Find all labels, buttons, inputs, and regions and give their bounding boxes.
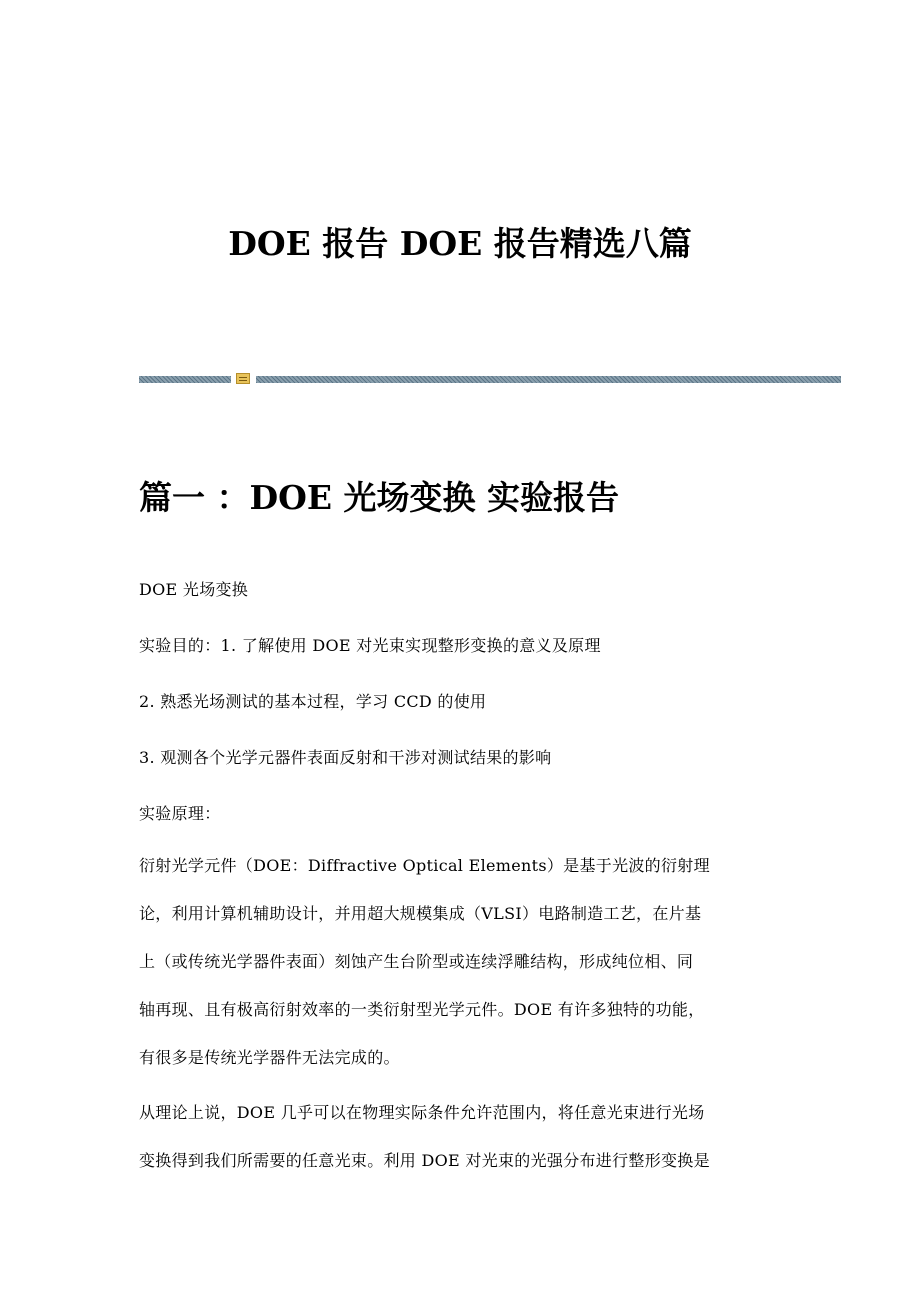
paragraph-subtitle: DOE 光场变换 [139,580,249,599]
paragraph-purpose: 实验目的：1. 了解使用 DOE 对光束实现整形变换的意义及原理 [139,636,601,655]
divider-ornament-icon [236,373,250,384]
paragraph-purpose-3: 3. 观测各个光学元器件表面反射和干涉对测试结果的影响 [139,748,552,767]
body-line: 论，利用计算机辅助设计，并用超大规模集成（VLSI）电路制造工艺，在片基 [139,904,702,923]
body-paragraph-2 [139,1089,779,1185]
document-title: DOE 报告 DOE 报告精选八篇 [228,224,692,263]
section-divider [139,373,841,385]
divider-bar-left [139,376,231,383]
body-line: 衍射光学元件（DOE：Diffractive Optical Elements）是基于光波的衍射理 [139,856,710,875]
body-line: 变换得到我们所需要的任意光束。利用 DOE 对光束的光强分布进行整形变换是 [139,1151,710,1170]
divider-bar-right [256,376,841,383]
body-line: 有很多是传统光学器件无法完成的。 [139,1048,400,1067]
body-line: 上（或传统光学器件表面）刻蚀产生台阶型或连续浮雕结构，形成纯位相、同 [139,952,694,971]
body-line: 从理论上说，DOE 几乎可以在物理实际条件允许范围内，将任意光束进行光场 [139,1103,705,1122]
paragraph-purpose-2: 2. 熟悉光场测试的基本过程，学习 CCD 的使用 [139,692,487,711]
body-paragraph-1 [139,842,779,1082]
body-line: 轴再现、且有极高衍射效率的一类衍射型光学元件。DOE 有许多独特的功能， [139,1000,705,1019]
section-heading: 篇一 ：DOE 光场变换 实验报告 [139,478,619,517]
paragraph-principle-heading: 实验原理： [139,804,221,823]
